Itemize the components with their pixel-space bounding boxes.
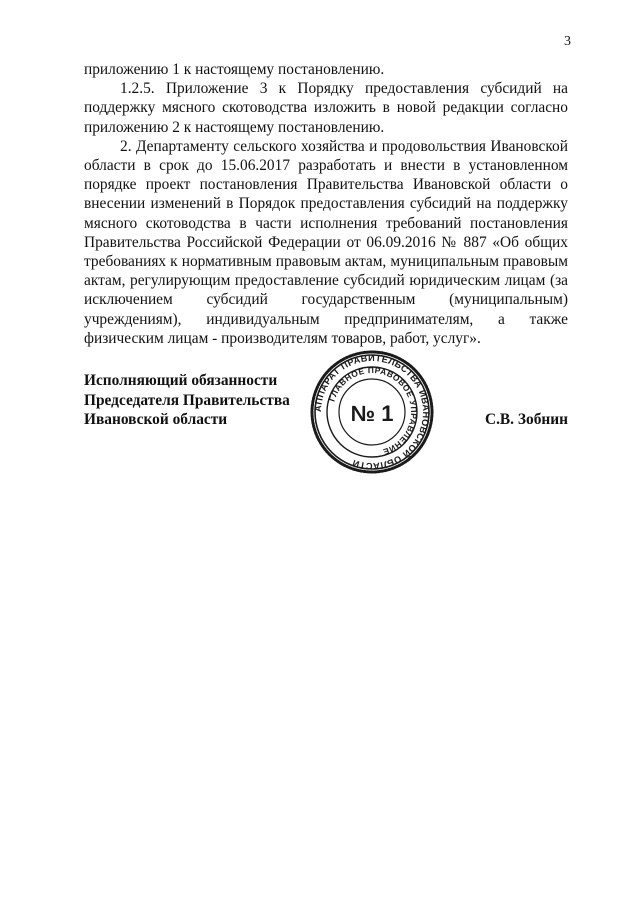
paragraph-2: 2. Департаменту сельского хозяйства и продовольствия Ивановской области в срок до 15.06.2017 разработать и внести в установленном порядке проект постановления Правительства Ивановской области о внесении изменений в Порядок предоставления субсидий на поддержку мясного скотоводства в части исполнения требований постановления Правительства Российской Федерации от 06.09.2016 № 887 «Об общих требованиях к нормативным правовым актам, муниципальным правовым актам, регулирующим предоставление субсидий юридическим лицам (за исключением субсидий государственным (муниципальным) учреждениям), индивидуальным предпринимателям, а также физическим лицам - производителям товаров, работ, услуг». <box>84 137 568 347</box>
signature-title-line-3: Ивановской области <box>84 411 228 428</box>
signature-title-line-2: Председателя Правительства <box>84 391 290 409</box>
document-body <box>84 60 568 348</box>
signature-title <box>84 371 290 430</box>
seal-outer-text: АППАРАТ ПРАВИТЕЛЬСТВА ИВАНОВСКОЙ ОБЛАСТИ <box>312 352 432 472</box>
seal-number: № 1 <box>350 401 394 426</box>
signer-name: С.В. Зобнин <box>484 411 568 428</box>
seal-inner-text: ГЛАВНОЕ ПРАВОВОЕ УПРАВЛЕНИЕ <box>326 364 420 458</box>
signature-title-line-1: Исполняющий обязанности <box>84 372 278 389</box>
official-seal-stamp <box>310 350 434 474</box>
paragraph-continuation: приложению 1 к настоящему постановлению. <box>84 61 385 78</box>
paragraph-1-2-5: 1.2.5. Приложение 3 к Порядку предоставления субсидий на поддержку мясного скотоводства изложить в новой редакции согласно приложению 2 к настоящему постановлению. <box>84 80 568 136</box>
page-number: 3 <box>564 34 571 49</box>
